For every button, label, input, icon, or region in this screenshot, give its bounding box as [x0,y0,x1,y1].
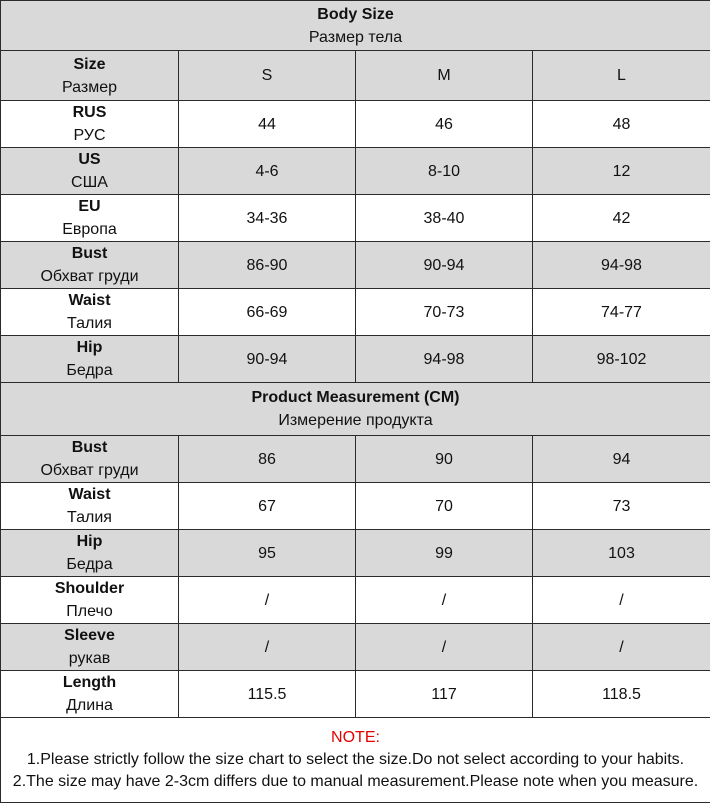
row-label-ru: США [71,174,108,191]
body-size-title [1,1,710,51]
size-m-cell: M [356,51,533,101]
row-label-ru: Европа [62,221,117,238]
table-row [1,577,710,624]
product-header-row [1,383,710,436]
row-label-cell [1,101,179,148]
body-size-header-row [1,1,710,51]
value-cell: 73 [533,483,710,530]
value-cell: / [179,577,356,624]
row-label-cell [1,483,179,530]
row-label-ru: Длина [66,697,113,714]
value-cell: 115.5 [179,671,356,718]
note-cell [1,718,710,803]
value-cell: 66-69 [179,289,356,336]
row-label-cell [1,289,179,336]
value-cell: 44 [179,101,356,148]
row-label-en: Length [62,674,117,691]
note-row [1,718,710,803]
table-row [1,242,710,289]
row-label-cell [1,530,179,577]
value-cell: 94-98 [533,242,710,289]
row-label-cell [1,624,179,671]
row-label-ru: рукав [68,650,111,667]
value-cell: 48 [533,101,710,148]
row-label-ru: Бедра [66,362,113,379]
row-label-cell [1,336,179,383]
note-line-1: 1.Please strictly follow the size chart to select the size.Do not select according to your habits. [26,751,685,768]
row-label-ru: Талия [67,509,112,526]
value-cell: 103 [533,530,710,577]
value-cell: 99 [356,530,533,577]
value-cell: 38-40 [356,195,533,242]
row-label-ru: Бедра [66,556,113,573]
row-label-en: Hip [76,533,103,550]
row-label-en: Waist [68,486,111,503]
value-cell: 90-94 [356,242,533,289]
value-cell: / [533,577,710,624]
value-cell: 117 [356,671,533,718]
value-cell: 86-90 [179,242,356,289]
row-label-cell [1,577,179,624]
value-cell: 95 [179,530,356,577]
row-label-cell [1,195,179,242]
table-row [1,624,710,671]
size-header-cell [1,51,179,101]
row-label-ru: Талия [67,315,112,332]
size-header-ru: Размер [62,78,117,96]
row-label-ru: Обхват груди [40,268,139,285]
value-cell: 118.5 [533,671,710,718]
value-cell: 90 [356,436,533,483]
value-cell: 98-102 [533,336,710,383]
row-label-ru: РУС [73,127,106,144]
table-row [1,289,710,336]
table-row [1,336,710,383]
body-size-title-en: Body Size [317,5,394,23]
value-cell: 70 [356,483,533,530]
value-cell: 90-94 [179,336,356,383]
row-label-en: Shoulder [54,580,125,597]
value-cell: 94 [533,436,710,483]
size-l-cell: L [533,51,710,101]
value-cell: / [533,624,710,671]
value-cell: 4-6 [179,148,356,195]
product-title-en: Product Measurement (CM) [251,389,460,406]
row-label-cell [1,671,179,718]
value-cell: 12 [533,148,710,195]
note-line-2: 2.The size may have 2-3cm differs due to manual measurement.Please note when you measure. [12,773,699,790]
product-title-ru: Измерение продукта [278,412,433,429]
row-label-en: EU [78,198,101,215]
table-row [1,671,710,718]
value-cell: 74-77 [533,289,710,336]
note-title: NOTE: [331,729,380,746]
value-cell: 67 [179,483,356,530]
value-cell: 86 [179,436,356,483]
row-label-en: US [78,151,101,168]
table-row [1,530,710,577]
product-title [1,383,710,436]
value-cell: 34-36 [179,195,356,242]
value-cell: 70-73 [356,289,533,336]
value-cell: / [356,624,533,671]
row-label-cell [1,148,179,195]
table-row [1,436,710,483]
value-cell: 42 [533,195,710,242]
row-label-en: RUS [72,104,107,121]
table-row [1,148,710,195]
row-label-en: Waist [68,292,111,309]
row-label-en: Bust [71,245,108,262]
row-label-ru: Обхват груди [40,462,139,479]
row-label-cell [1,242,179,289]
row-label-en: Hip [76,339,103,356]
row-label-en: Bust [71,439,108,456]
table-row [1,195,710,242]
size-label-row [1,51,710,101]
value-cell: 94-98 [356,336,533,383]
table-row [1,101,710,148]
row-label-en: Sleeve [64,627,115,644]
row-label-ru: Плечо [66,603,113,620]
value-cell: / [356,577,533,624]
table-row [1,483,710,530]
value-cell: / [179,624,356,671]
size-s-cell: S [179,51,356,101]
row-label-cell [1,436,179,483]
value-cell: 8-10 [356,148,533,195]
body-size-title-ru: Размер тела [308,28,403,46]
value-cell: 46 [356,101,533,148]
size-header-en: Size [73,55,106,73]
